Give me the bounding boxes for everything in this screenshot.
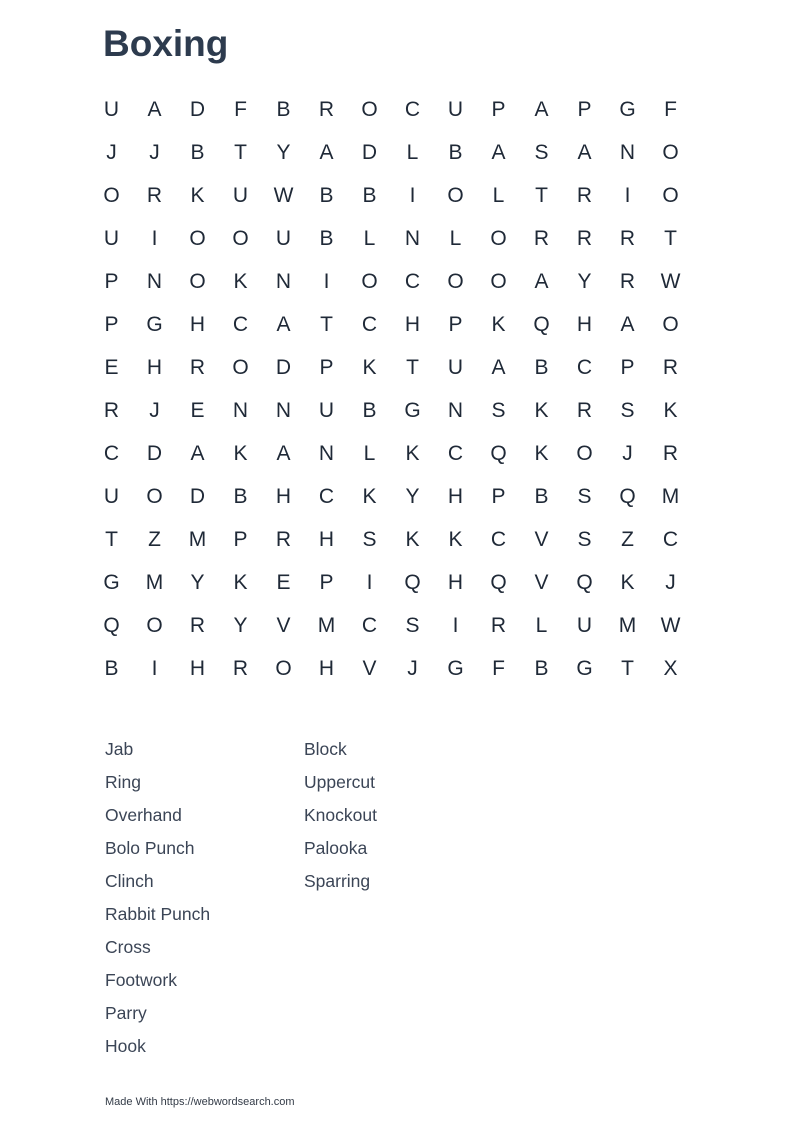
grid-letter: A [620,312,635,336]
grid-letter: M [661,484,680,508]
grid-letter: S [362,527,377,551]
grid-letter: O [103,183,120,207]
grid-letter: L [449,226,462,250]
grid-letter: O [490,226,507,250]
grid-letter: C [232,312,249,336]
grid-letter: B [362,183,377,207]
grid-letter: S [577,527,592,551]
grid-letter: Q [619,484,636,508]
grid-letter: A [577,140,592,164]
grid-letter: B [534,355,549,379]
grid-letter: N [447,398,464,422]
word-list-item: Knockout [304,805,377,825]
grid-letter: D [146,441,163,465]
grid-letter: N [232,398,249,422]
grid-letter: O [275,656,292,680]
grid-letter: Q [490,570,507,594]
grid-letter: H [146,355,163,379]
grid-letter: C [576,355,593,379]
grid-letter: R [232,656,249,680]
grid-letter: D [189,97,206,121]
grid-letter: J [665,570,676,594]
grid-letter: O [146,484,163,508]
grid-letter: H [189,656,206,680]
grid-letter: R [103,398,120,422]
grid-letter: A [319,140,334,164]
grid-letter: C [662,527,679,551]
grid-letter: B [319,226,334,250]
grid-letter: A [491,355,506,379]
grid-letter: R [189,355,206,379]
grid-letter: L [535,613,548,637]
grid-letter: H [318,656,335,680]
grid-letter: O [447,183,464,207]
grid-letter: H [447,570,464,594]
grid-letter: R [490,613,507,637]
grid-letter: G [404,398,421,422]
grid-letter: L [363,441,376,465]
grid-letter: R [576,183,593,207]
footer-credit: Made With https://webwordsearch.com [105,1096,295,1108]
grid-letter: C [318,484,335,508]
word-column [304,736,503,1066]
grid-letter: V [534,570,549,594]
word-list-item: Rabbit Punch [105,904,211,924]
grid-letter: X [663,656,678,680]
grid-letter: A [190,441,205,465]
grid-letter: R [146,183,163,207]
grid-letter: P [448,312,463,336]
grid-letter: Q [490,441,507,465]
grid-letter: M [145,570,164,594]
grid-letter: O [361,97,378,121]
grid-letter: Z [148,527,161,551]
grid-letter: V [276,613,291,637]
grid-letter: N [619,140,636,164]
grid-letter: R [662,441,679,465]
grid-letter: A [276,312,291,336]
grid-letter: N [318,441,335,465]
grid-letter: O [576,441,593,465]
grid-letter: T [105,527,118,551]
grid-letter: O [662,183,679,207]
grid-letter: S [577,484,592,508]
grid-letter: V [534,527,549,551]
grid-letter: N [275,398,292,422]
grid-letter: K [448,527,463,551]
grid-letter: B [276,97,291,121]
grid-letter: P [104,312,119,336]
grid-letter: V [362,656,377,680]
grid-letter: T [621,656,634,680]
grid-letter: L [363,226,376,250]
grid-letter: I [452,613,459,637]
grid-letter: D [361,140,378,164]
grid-letter: Y [577,269,592,293]
word-list-item: Sparring [304,871,371,891]
grid-letter: K [405,527,420,551]
grid-letter: O [447,269,464,293]
grid-letter: P [233,527,248,551]
grid-letter: W [660,613,681,637]
grid-letter: E [190,398,205,422]
grid-letter: P [491,97,506,121]
grid-letter: K [362,484,377,508]
grid-letter: U [318,398,335,422]
grid-letter: O [361,269,378,293]
grid-letter: H [189,312,206,336]
word-list-item: Clinch [105,871,154,891]
grid-letter: K [362,355,377,379]
grid-letter: O [189,226,206,250]
grid-letter: T [535,183,548,207]
grid-letter: H [318,527,335,551]
grid-letter: R [576,226,593,250]
grid-letter: U [576,613,593,637]
grid-letter: J [106,140,117,164]
grid-letter: T [406,355,419,379]
grid-letter: G [447,656,464,680]
grid-letter: R [662,355,679,379]
grid-letter: K [233,441,248,465]
letter-grid [90,88,692,690]
grid-letter: M [188,527,207,551]
grid-letter: R [189,613,206,637]
grid-letter: U [232,183,249,207]
grid-letter: O [189,269,206,293]
grid-letter: B [233,484,248,508]
grid-letter: T [234,140,247,164]
grid-letter: B [104,656,119,680]
grid-letter: R [318,97,335,121]
grid-letter: C [361,312,378,336]
grid-letter: I [151,226,158,250]
grid-letter: W [660,269,681,293]
grid-letter: B [190,140,205,164]
grid-letter: P [319,355,334,379]
grid-letter: C [404,97,421,121]
word-list-item: Overhand [105,805,182,825]
grid-letter: A [276,441,291,465]
grid-letter: I [151,656,158,680]
grid-letter: O [232,355,249,379]
grid-letter: O [146,613,163,637]
grid-letter: J [407,656,418,680]
grid-letter: J [149,398,160,422]
grid-letter: T [320,312,333,336]
grid-letter: K [491,312,506,336]
grid-letter: E [104,355,119,379]
grid-letter: J [149,140,160,164]
grid-letter: B [534,484,549,508]
grid-letter: Q [103,613,120,637]
grid-letter: C [447,441,464,465]
grid-letter: H [275,484,292,508]
grid-letter: W [273,183,294,207]
grid-letter: R [619,269,636,293]
grid-letter: B [362,398,377,422]
grid-letter: O [232,226,249,250]
grid-letter: Y [233,613,248,637]
grid-letter: K [620,570,635,594]
word-list-item: Footwork [105,970,177,990]
grid-letter: K [534,398,549,422]
grid-letter: Q [533,312,550,336]
grid-letter: I [624,183,631,207]
grid-letter: K [663,398,678,422]
grid-letter: F [664,97,677,121]
grid-letter: U [447,355,464,379]
grid-letter: L [406,140,419,164]
grid-letter: D [189,484,206,508]
grid-letter: U [103,97,120,121]
grid-letter: F [234,97,247,121]
grid-letter: P [620,355,635,379]
grid-letter: T [664,226,677,250]
word-list-item: Block [304,739,347,759]
grid-letter: H [404,312,421,336]
grid-letter: H [447,484,464,508]
grid-letter: G [103,570,120,594]
grid-letter: I [366,570,373,594]
grid-letter: K [233,570,248,594]
grid-letter: B [534,656,549,680]
grid-letter: R [275,527,292,551]
grid-letter: A [491,140,506,164]
grid-letter: Y [405,484,420,508]
grid-letter: R [576,398,593,422]
grid-letter: B [319,183,334,207]
grid-letter: K [190,183,205,207]
grid-letter: E [276,570,291,594]
word-column [105,736,304,1066]
grid-letter: C [361,613,378,637]
word-list-item: Jab [105,739,134,759]
grid-letter: D [275,355,292,379]
grid-letter: R [533,226,550,250]
grid-letter: J [622,441,633,465]
grid-letter: I [409,183,416,207]
grid-letter: K [233,269,248,293]
grid-letter: U [447,97,464,121]
grid-letter: N [404,226,421,250]
word-list [105,736,503,1066]
word-list-item: Cross [105,937,151,957]
grid-letter: F [492,656,505,680]
grid-letter: I [323,269,330,293]
grid-letter: P [577,97,592,121]
grid-letter: O [662,140,679,164]
word-list-item: Palooka [304,838,368,858]
grid-letter: U [275,226,292,250]
grid-letter: Z [621,527,634,551]
grid-letter: Y [190,570,205,594]
grid-letter: C [404,269,421,293]
grid-letter: A [534,97,549,121]
grid-letter: G [576,656,593,680]
grid-letter: S [491,398,506,422]
word-list-item: Bolo Punch [105,838,195,858]
grid-letter: A [534,269,549,293]
grid-letter: K [405,441,420,465]
word-list-item: Hook [105,1036,146,1056]
grid-letter: L [492,183,505,207]
grid-letter: K [534,441,549,465]
grid-letter: R [619,226,636,250]
grid-letter: M [317,613,336,637]
grid-letter: C [490,527,507,551]
grid-letter: G [146,312,163,336]
grid-letter: M [618,613,637,637]
grid-letter: N [146,269,163,293]
word-list-item: Ring [105,772,141,792]
grid-letter: B [448,140,463,164]
page-title: Boxing [103,23,229,64]
grid-letter: S [620,398,635,422]
grid-letter: U [103,226,120,250]
grid-letter: A [147,97,162,121]
grid-letter: P [104,269,119,293]
word-list-item: Parry [105,1003,147,1023]
grid-letter: Q [404,570,421,594]
grid-letter: O [662,312,679,336]
grid-letter: O [490,269,507,293]
grid-letter: S [534,140,549,164]
word-list-item: Uppercut [304,772,376,792]
grid-letter: C [103,441,120,465]
grid-letter: Q [576,570,593,594]
grid-letter: G [619,97,636,121]
grid-letter: H [576,312,593,336]
grid-letter: P [319,570,334,594]
grid-letter: P [491,484,506,508]
grid-letter: Y [276,140,291,164]
grid-letter: U [103,484,120,508]
grid-letter: S [405,613,420,637]
grid-letter: N [275,269,292,293]
